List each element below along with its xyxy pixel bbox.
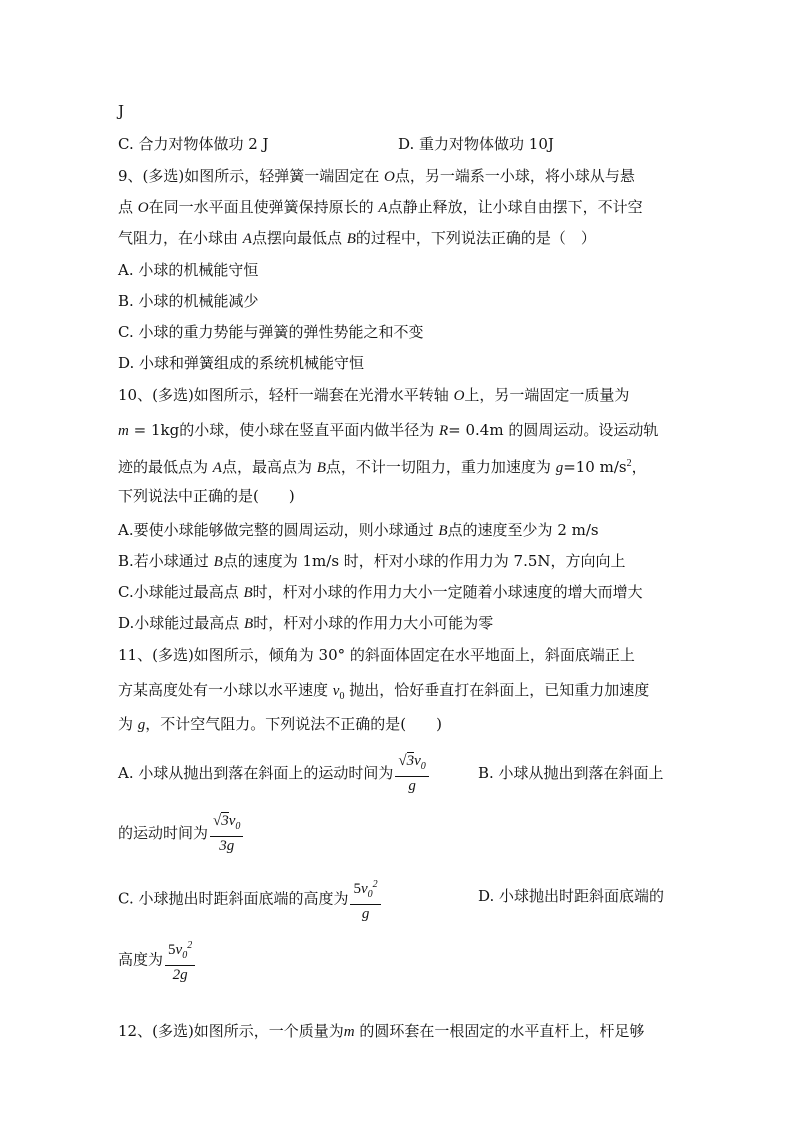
q9-option-c: C. 小球的重力势能与弹簧的弹性势能之和不变 — [118, 323, 424, 341]
q8-option-d: D. 重力对物体做功 10J — [398, 135, 554, 153]
fraction-sqrt3-v0-over-g: $\frac{√3v_0}{g}$ — [395, 753, 428, 795]
q10-option-a: A.要使小球能够做完整的圆周运动，则小球通过 B点的速度至少为 2 m/s — [118, 521, 599, 539]
fraction-sqrt3-v0-over-3g: $\frac{√3v_0}{3g}$ — [210, 813, 243, 855]
q12-line-1: 12、(多选)如图所示，一个质量为m 的圆环套在一根固定的水平直杆上，杆足够 — [118, 1022, 645, 1040]
q11-line-2: 方某高度处有一小球以水平速度 $v_0$ 抛出，恰好垂直打在斜面上，已知重力加速度 — [118, 681, 650, 702]
q11-option-c: C. 小球抛出时距斜面底端的高度为 $\frac{5v_0^2}{g}$ — [118, 876, 383, 923]
q9-option-b: B. 小球的机械能减少 — [118, 292, 259, 310]
q10-option-c: C.小球能过最高点 B时，杆对小球的作用力大小一定随着小球速度的增大而增大 — [118, 583, 643, 601]
q10-line-4: 下列说法中正确的是( ) — [118, 487, 295, 505]
q11-option-a: A. 小球从抛出到落在斜面上的运动时间为 $\frac{√3v_0}{g}$ — [118, 753, 431, 795]
q9-line-3: 气阻力，在小球由 A点摆向最低点 B的过程中，下列说法正确的是（ ） — [118, 229, 596, 247]
q11-option-b: B. 小球从抛出到落在斜面上 — [478, 764, 664, 782]
q8-option-c: C. 合力对物体做功 2 J — [118, 135, 269, 153]
q10-line-1: 10、(多选)如图所示，轻杆一端套在光滑水平转轴 O上，另一端固定一质量为 — [118, 386, 630, 404]
q9-option-d: D. 小球和弹簧组成的系统机械能守恒 — [118, 354, 365, 372]
continued-unit: J — [118, 102, 125, 120]
q9-option-a: A. 小球的机械能守恒 — [118, 261, 259, 279]
q9-line-1: 9、(多选)如图所示，轻弹簧一端固定在 O点，另一端系一小球，将小球从与悬 — [118, 167, 635, 185]
q11-option-b-cont: 的运动时间为 $\frac{√3v_0}{3g}$ — [118, 813, 245, 855]
q9-line-2: 点 O在同一水平面且使弹簧保持原长的 A点静止释放，让小球自由摆下，不计空 — [118, 198, 643, 216]
fraction-5v0sq-over-g: $\frac{5v_0^2}{g}$ — [350, 876, 380, 923]
q10-option-b: B.若小球通过 B点的速度为 1m/s 时，杆对小球的作用力为 7.5N，方向向上 — [118, 552, 626, 570]
q11-option-d-cont: 高度为 $\frac{5v_0^2}{2g}$ — [118, 937, 197, 984]
q10-line-2: m = 1kg的小球，使小球在竖直平面内做半径为 R= 0.4m 的圆周运动。设运动轨 — [118, 421, 659, 439]
q10-line-3: 迹的最低点为 A点，最高点为 B点，不计一切阻力，重力加速度为 g=10 $m/s^2$， — [118, 458, 647, 476]
q10-option-d: D.小球能过最高点 B时，杆对小球的作用力大小可能为零 — [118, 614, 494, 632]
q11-line-3: 为 g，不计空气阻力。下列说法不正确的是( ) — [118, 715, 442, 733]
fraction-5v0sq-over-2g: $\frac{5v_0^2}{2g}$ — [165, 937, 195, 984]
q11-line-1: 11、(多选)如图所示，倾角为 30° 的斜面体固定在水平地面上，斜面底端正上 — [118, 646, 635, 664]
q11-option-d: D. 小球抛出时距斜面底端的 — [478, 887, 665, 905]
